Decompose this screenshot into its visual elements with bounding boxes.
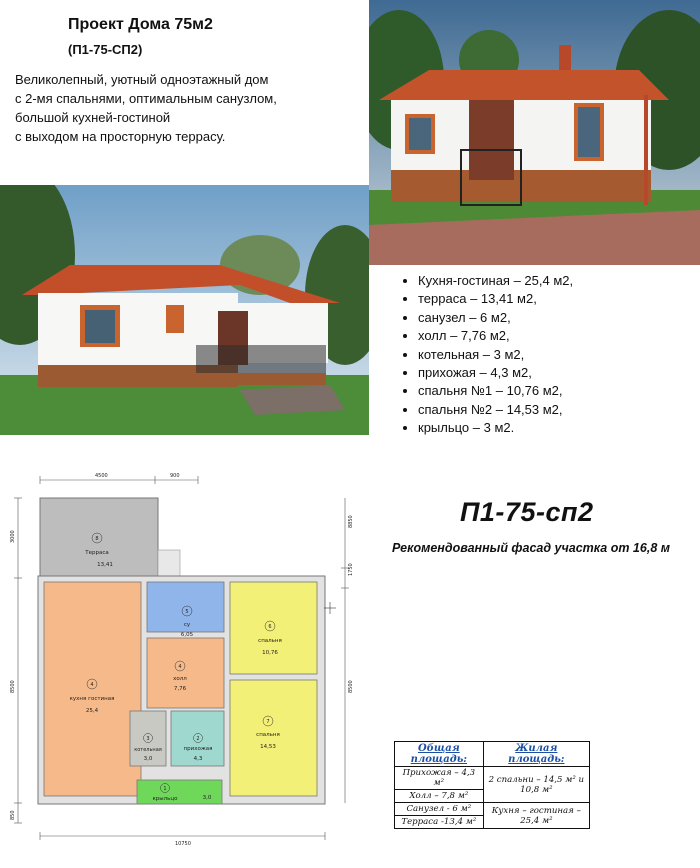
room-number: 7 bbox=[266, 719, 270, 725]
room-area: 10,76 bbox=[262, 650, 278, 656]
plan-code: П1-75-сп2 bbox=[460, 497, 594, 527]
list-item: • прихожая – 4,3 м2, bbox=[418, 364, 573, 382]
room-name: котельная bbox=[134, 747, 162, 753]
room-area: 6,05 bbox=[180, 632, 194, 638]
room-name: холл bbox=[173, 676, 187, 682]
list-item: • Кухня-гостиная – 25,4 м2, bbox=[418, 272, 573, 290]
table-cell: Санузел - 6 м² bbox=[395, 803, 484, 816]
table-cell: Терраса -13,4 м² bbox=[395, 816, 484, 829]
room-name: кухня гостиная bbox=[69, 696, 115, 702]
room-area: 13,41 bbox=[97, 562, 113, 568]
room-number: 1 bbox=[163, 786, 167, 792]
room-area: 25,4 bbox=[85, 708, 99, 714]
room-name: су bbox=[183, 622, 191, 628]
area-summary-table bbox=[394, 741, 590, 829]
room-number: 4 bbox=[178, 664, 182, 670]
project-description bbox=[15, 70, 315, 146]
dim-label: 8500 bbox=[10, 680, 16, 693]
room-number: 3 bbox=[146, 736, 150, 742]
project-code: (П1-75-СП2) bbox=[68, 42, 143, 57]
room-name: спальня bbox=[258, 638, 282, 644]
area-list bbox=[398, 272, 573, 438]
description-line: большой кухней-гостиной bbox=[15, 110, 171, 125]
description-line: с выходом на просторную террасу. bbox=[15, 129, 226, 144]
room-name: Терраса bbox=[85, 550, 109, 556]
list-item: • холл – 7,76 м2, bbox=[418, 327, 573, 345]
facade-note: Рекомендованный фасад участка от 16,8 м bbox=[392, 541, 670, 555]
list-item: • терраса – 13,41 м2, bbox=[418, 290, 573, 308]
table-header: Общая площадь: bbox=[395, 742, 484, 767]
house-render-terrace bbox=[0, 185, 369, 435]
crosshair-icon bbox=[324, 602, 336, 614]
table-cell: Холл – 7,8 м² bbox=[395, 790, 484, 803]
room-number: 2 bbox=[196, 736, 200, 742]
floor-plan bbox=[0, 458, 370, 863]
description-line: с 2-мя спальнями, оптимальным санузлом, bbox=[15, 91, 277, 106]
room-number: 6 bbox=[268, 624, 272, 630]
dim-label: 8850 bbox=[348, 515, 354, 528]
room-area: 4,3 bbox=[193, 756, 203, 762]
list-item: • спальня №1 – 10,76 м2, bbox=[418, 382, 573, 400]
dim-label: 900 bbox=[170, 473, 180, 479]
list-item: • крыльцо – 3 м2. bbox=[418, 419, 573, 437]
room-area: 3,0 bbox=[202, 795, 212, 801]
list-item: • спальня №2 – 14,53 м2, bbox=[418, 401, 573, 419]
room-name: крыльцо bbox=[152, 796, 178, 802]
table-cell: Кухня – гостиная – 25,4 м² bbox=[483, 803, 589, 829]
dim-label: 1750 bbox=[348, 563, 354, 576]
dim-label: 4500 bbox=[95, 473, 108, 479]
room-number: 8 bbox=[95, 536, 99, 542]
table-cell: 2 спальни – 14,5 м² и 10,8 м² bbox=[483, 767, 589, 803]
list-item: • санузел – 6 м2, bbox=[418, 309, 573, 327]
dim-label: 10750 bbox=[175, 841, 191, 847]
table-header: Жилая площадь: bbox=[483, 742, 589, 767]
table-cell: Прихожая – 4,3 м² bbox=[395, 767, 484, 790]
room-area: 14,53 bbox=[260, 744, 276, 750]
room-area: 3,0 bbox=[143, 756, 153, 762]
room-number: 4 bbox=[90, 682, 94, 688]
page-title: Проект Дома 75м2 bbox=[68, 16, 213, 33]
house-render-front bbox=[369, 0, 700, 265]
dim-label: 3000 bbox=[10, 530, 16, 543]
room-area: 7,76 bbox=[173, 686, 187, 692]
room-number: 5 bbox=[185, 609, 189, 615]
room-name: спальня bbox=[256, 732, 280, 738]
room-name: прихожая bbox=[183, 746, 213, 752]
list-item: • котельная – 3 м2, bbox=[418, 346, 573, 364]
description-line: Великолепный, уютный одноэтажный дом bbox=[15, 72, 269, 87]
dim-label: 8500 bbox=[348, 680, 354, 693]
dim-label: 850 bbox=[10, 810, 16, 820]
